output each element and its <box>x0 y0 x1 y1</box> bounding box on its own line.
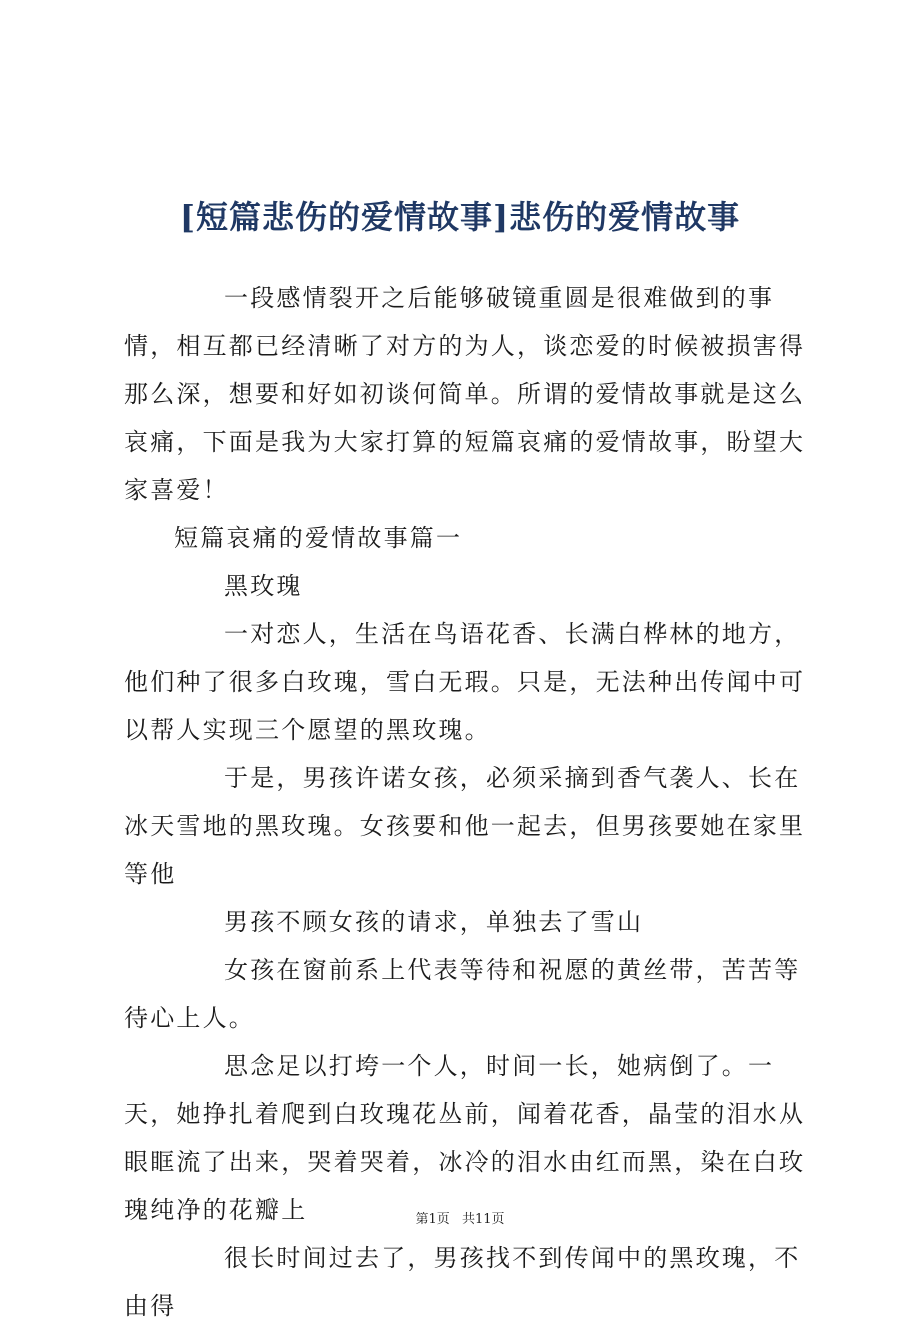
document-title: [短篇悲伤的爱情故事]悲伤的爱情故事 <box>179 198 741 236</box>
story-paragraph: 女孩在窗前系上代表等待和祝愿的黄丝带，苦苦等待心上人。 <box>124 956 801 1032</box>
story-paragraph: 一对恋人，生活在鸟语花香、长满白桦林的地方，他们种了很多白玫瑰，雪白无瑕。只是，无法种出传闻中可以帮人实现三个愿望的黑玫瑰。 <box>124 620 806 744</box>
page-total: 共11页 <box>461 1212 505 1227</box>
story-paragraph: 很长时间过去了，男孩找不到传闻中的黑玫瑰，不由得 <box>124 1244 801 1320</box>
page-number: 第1页 <box>415 1212 450 1227</box>
story-paragraph: 于是，男孩许诺女孩，必须采摘到香气袭人、长在冰天雪地的黑玫瑰。女孩要和他一起去，但男孩要她在家里等他 <box>124 764 806 888</box>
section-heading: 短篇哀痛的爱情故事篇一 <box>174 524 463 552</box>
intro-paragraph: 一段感情裂开之后能够破镜重圆是很难做到的事情，相互都已经清晰了对方的为人，谈恋爱的时候被损害得那么深，想要和好如初谈何简单。所谓的爱情故事就是这么哀痛，下面是我为大家打算的短篇哀痛的爱情故事，盼望大家喜爱！ <box>124 284 806 504</box>
story-paragraph: 思念足以打垮一个人，时间一长，她病倒了。一天，她挣扎着爬到白玫瑰花丛前，闻着花香，晶莹的泪水从眼眶流了出来，哭着哭着，冰冷的泪水由红而黑，染在白玫瑰纯净的花瓣上 <box>124 1052 806 1224</box>
document-body <box>124 274 808 1330</box>
page-footer <box>0 1208 920 1227</box>
story-title: 黑玫瑰 <box>224 572 303 600</box>
story-paragraph: 男孩不顾女孩的请求，单独去了雪山 <box>224 908 644 936</box>
